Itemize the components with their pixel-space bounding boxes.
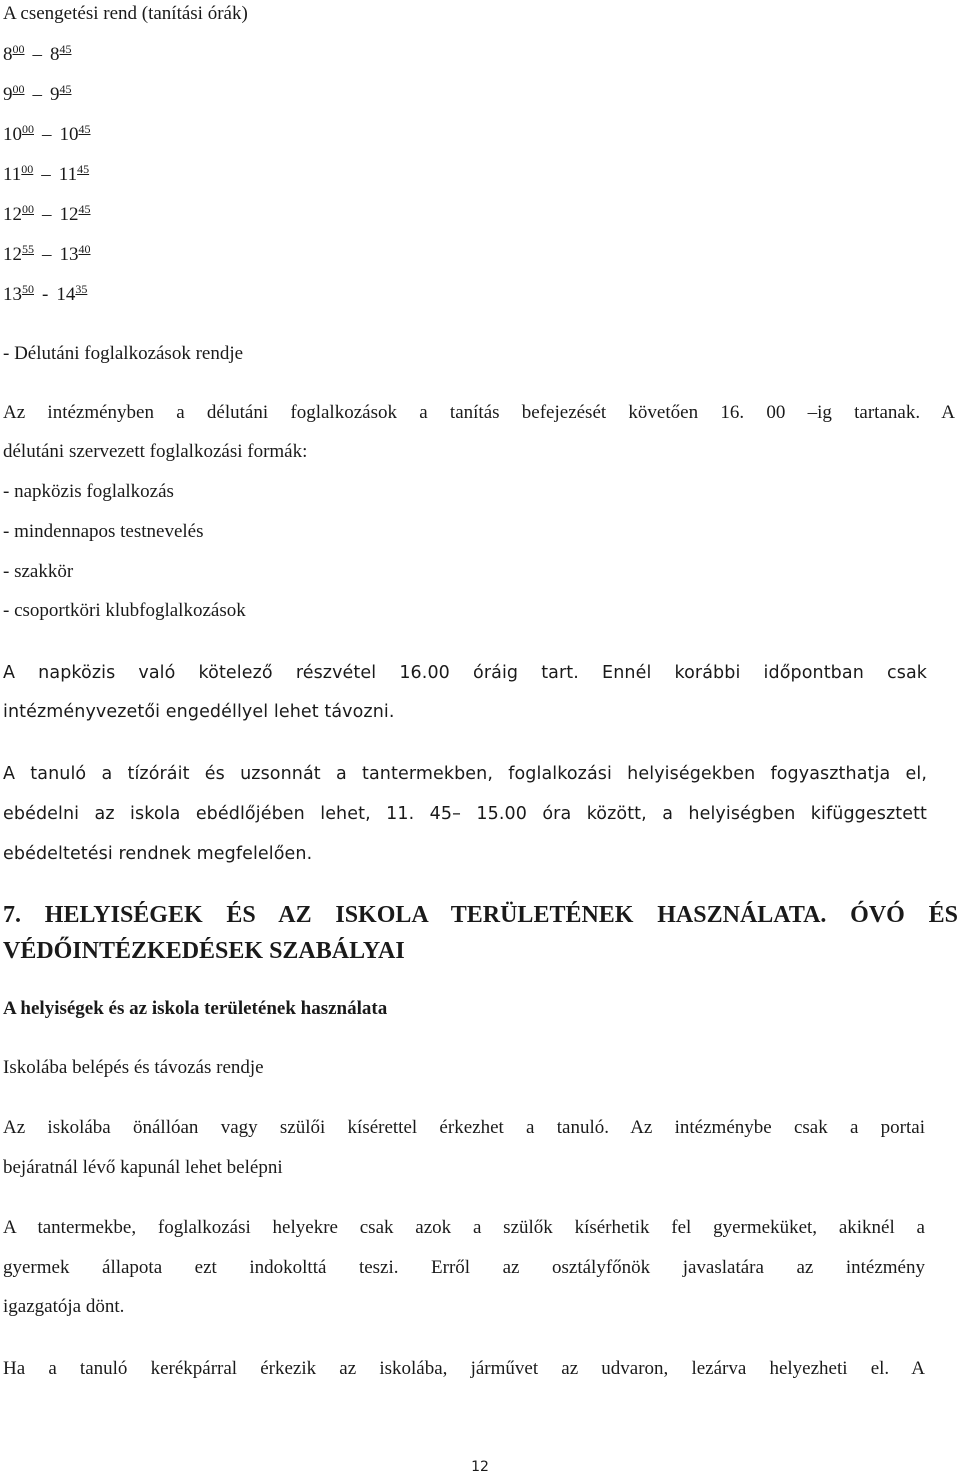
entry-paragraph-line: A tantermekbe, foglalkozási helyekre csak azok a szülők kísérhetik fel gyermeküket, akiknél a xyxy=(3,1217,925,1238)
afternoon-paragraph-line: Az intézményben a délutáni foglalkozások a tanítás befejezését követően 16. 00 –ig tartanak. A xyxy=(3,402,955,423)
end-minute: 45 xyxy=(78,122,91,136)
end-hour: 12 xyxy=(59,204,79,225)
end-minute: 45 xyxy=(59,82,72,96)
end-hour: 10 xyxy=(59,124,79,145)
time-separator: - xyxy=(42,284,49,305)
list-item: - csoportköri klubfoglalkozások xyxy=(3,600,246,621)
start-hour: 12 xyxy=(3,204,22,225)
page-number: 12 xyxy=(471,1459,489,1475)
schedule-row xyxy=(3,78,72,106)
schedule-row xyxy=(3,238,91,266)
list-item: - mindennapos testnevelés xyxy=(3,521,204,542)
time-separator: – xyxy=(42,124,52,145)
schedule-row xyxy=(3,158,89,186)
start-minute: 00 xyxy=(12,42,25,56)
start-minute: 00 xyxy=(12,82,25,96)
start-hour: 12 xyxy=(3,244,22,265)
start-hour: 11 xyxy=(3,164,22,185)
meal-paragraph-line: ebédelni az iskola ebédlőjében lehet, 11. 45– 15.00 óra között, a helyiségben kifüggesztett xyxy=(3,804,927,824)
start-hour: 9 xyxy=(3,84,13,105)
end-minute: 45 xyxy=(77,162,90,176)
time-separator: – xyxy=(42,204,52,225)
schedule-row xyxy=(3,118,91,146)
end-minute: 40 xyxy=(78,242,91,256)
bike-paragraph-line: Ha a tanuló kerékpárral érkezik az iskolába, járművet az udvaron, lezárva helyezheti el. A xyxy=(3,1358,925,1379)
time-separator: – xyxy=(32,84,42,105)
start-minute: 00 xyxy=(21,162,34,176)
start-hour: 10 xyxy=(3,124,22,145)
start-minute: 00 xyxy=(22,202,34,216)
start-minute: 00 xyxy=(22,122,34,136)
start-hour: 8 xyxy=(3,44,13,65)
napkozis-paragraph-line: intézményvezetői engedéllyel lehet távozni. xyxy=(3,702,395,722)
list-item: - szakkör xyxy=(3,561,74,582)
entry-paragraph-line: gyermek állapota ezt indokolttá teszi. Erről az osztályfőnök javaslatára az intézmény xyxy=(3,1257,925,1278)
afternoon-paragraph-line: délutáni szervezett foglalkozási formák: xyxy=(3,441,308,462)
end-hour: 14 xyxy=(56,284,76,305)
end-minute: 35 xyxy=(75,282,88,296)
end-hour: 9 xyxy=(50,84,60,105)
end-minute: 45 xyxy=(78,202,91,216)
entry-paragraph-line: Az iskolába önállóan vagy szülői kísérettel érkezhet a tanuló. Az intézménybe csak a portai xyxy=(3,1117,925,1138)
start-minute: 55 xyxy=(22,242,34,256)
start-hour: 13 xyxy=(3,284,22,305)
schedule-row xyxy=(3,38,72,66)
section-heading: 7. HELYISÉGEK ÉS AZ ISKOLA TERÜLETÉNEK HASZNÁLATA. ÓVÓ ÉS VÉDŐINTÉZKEDÉSEK SZABÁLYAI xyxy=(3,902,958,964)
entry-paragraph-line: bejáratnál lévő kapunál lehet belépni xyxy=(3,1157,283,1178)
time-separator: – xyxy=(32,44,42,65)
meal-paragraph-line: A tanuló a tízóráit és uzsonnát a tantermekben, foglalkozási helyiségekben fogyaszthatja el, xyxy=(3,764,927,784)
end-hour: 13 xyxy=(59,244,79,265)
start-minute: 50 xyxy=(22,282,34,296)
entry-heading: Iskolába belépés és távozás rendje xyxy=(3,1057,264,1078)
end-minute: 45 xyxy=(59,42,72,56)
schedule-row xyxy=(3,198,91,226)
list-item: - napközis foglalkozás xyxy=(3,481,174,502)
schedule-row xyxy=(3,278,87,306)
afternoon-title: - Délutáni foglalkozások rendje xyxy=(3,343,244,364)
end-hour: 8 xyxy=(50,44,60,65)
end-hour: 11 xyxy=(58,164,78,185)
meal-paragraph-line: ebédeltetési rendnek megfelelően. xyxy=(3,844,313,864)
time-separator: – xyxy=(41,164,51,185)
time-separator: – xyxy=(42,244,52,265)
entry-paragraph-line: igazgatója dönt. xyxy=(3,1296,125,1317)
schedule-heading: A csengetési rend (tanítási órák) xyxy=(3,3,248,24)
napkozis-paragraph-line: A napközis való kötelező részvétel 16.00 óráig tart. Ennél korábbi időpontban csak xyxy=(3,663,927,683)
subsection-heading: A helyiségek és az iskola területének használata xyxy=(3,998,388,1019)
